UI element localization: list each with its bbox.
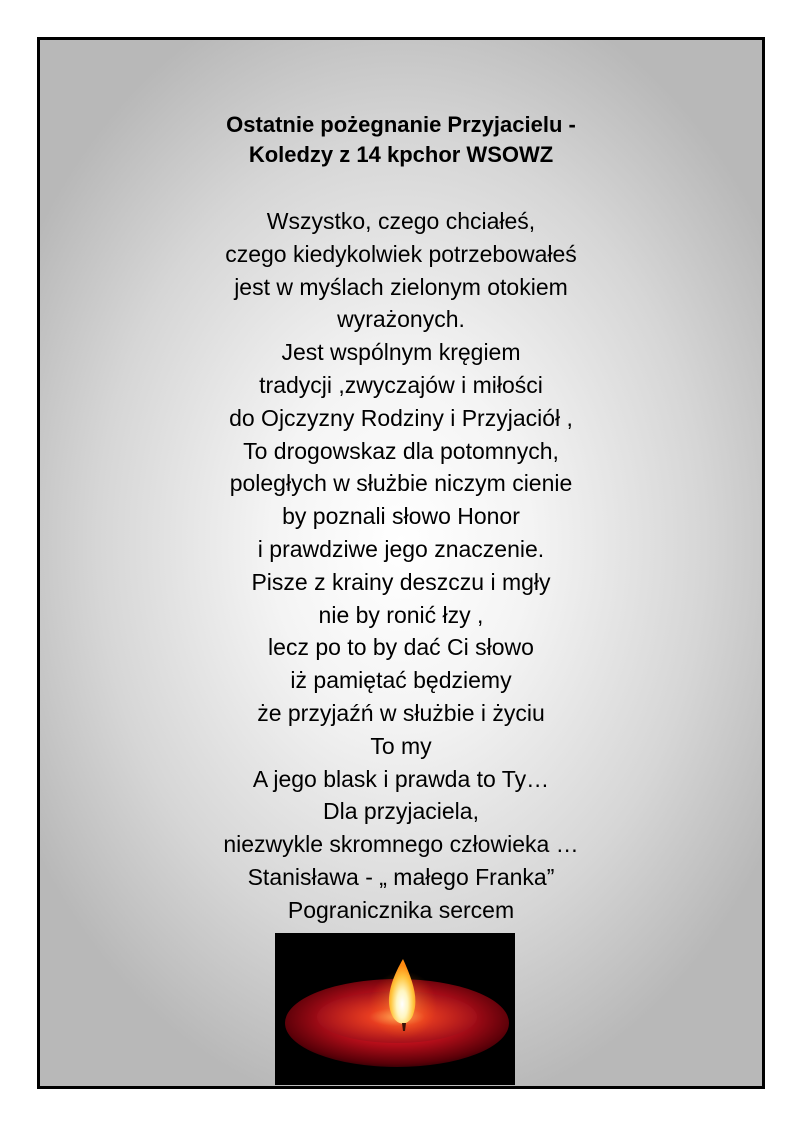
- poem-line: To my: [370, 732, 432, 759]
- poem-line: Dla przyjaciela,: [323, 798, 479, 825]
- poem-line: Stanisława - „ małego Franka”: [247, 863, 555, 890]
- poem-text: [40, 205, 762, 927]
- poem-line: by poznali słowo Honor: [282, 503, 520, 530]
- poem-line: Pisze z krainy deszczu i mgły: [251, 568, 551, 595]
- poem-line: niezwykle skromnego człowieka …: [223, 831, 579, 858]
- poem-line: czego kiedykolwiek potrzebowałeś: [225, 240, 577, 267]
- poem-line: że przyjaźń w służbie i życiu: [257, 699, 545, 726]
- title-line-2: Koledzy z 14 kpchor WSOWZ: [248, 142, 554, 167]
- poem-line: poległych w służbie niczym cienie: [229, 470, 573, 497]
- poem-line: tradycji ,zwyczajów i miłości: [259, 371, 543, 398]
- poem-line: jest w myślach zielonym otokiem: [234, 273, 568, 300]
- card-title: [40, 110, 762, 170]
- poem-line: Pogranicznika sercem: [287, 896, 515, 923]
- poem-line: To drogowskaz dla potomnych,: [243, 437, 559, 464]
- poem-line: Jest wspólnym kręgiem: [281, 339, 521, 366]
- poem-line: i prawdziwe jego znaczenie.: [257, 535, 545, 562]
- poem-line: Wszystko, czego chciałeś,: [266, 208, 536, 234]
- poem-line: nie by ronić łzy ,: [318, 601, 484, 628]
- poem-line: iż pamiętać będziemy: [290, 667, 512, 694]
- memorial-card-frame: [37, 37, 765, 1089]
- candle-flame-icon: [275, 933, 515, 1085]
- poem-line: do Ojczyzny Rodziny i Przyjaciół ,: [229, 404, 573, 431]
- candle-image: [275, 933, 515, 1085]
- poem-line: A jego blask i prawda to Ty…: [252, 765, 550, 792]
- poem-line: lecz po to by dać Ci słowo: [268, 634, 534, 661]
- poem-line: wyrażonych.: [337, 306, 465, 333]
- title-line-1: Ostatnie pożegnanie Przyjacielu -: [226, 112, 576, 137]
